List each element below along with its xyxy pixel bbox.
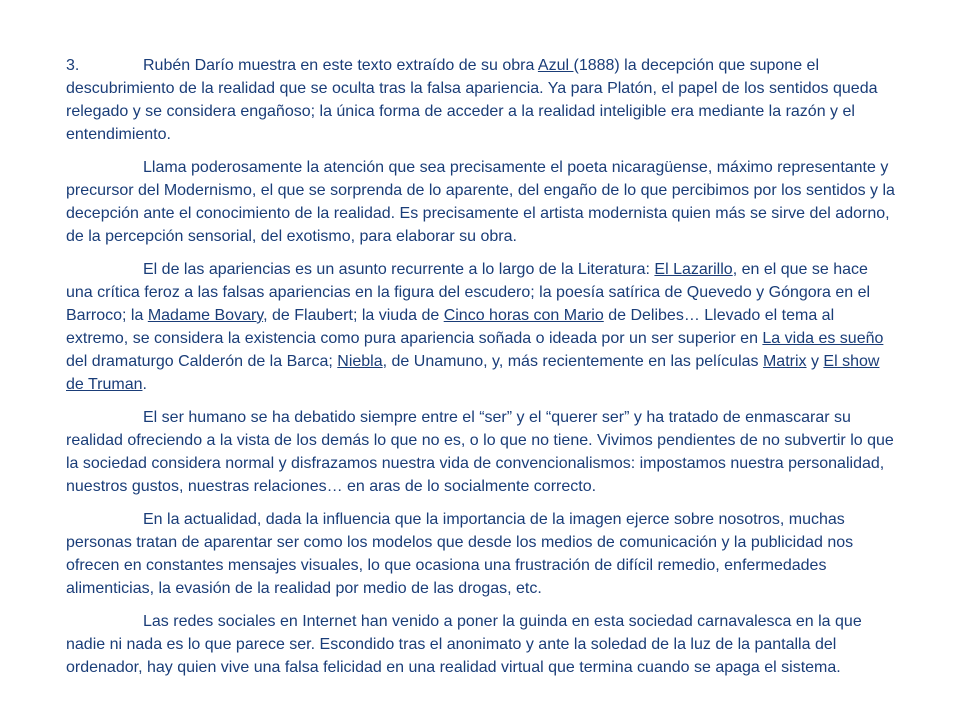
paragraph-6: Las redes sociales en Internet han venido a poner la guinda en esta sociedad carnavalesca en la que nadie ni nada es lo que parece ser. Escondido tras el anonimato y ante la soledad de la luz de la pantalla del ordenador, hay quien vive una falsa felicidad en una realidad virtual que termina cuando se apaga el sistema. (66, 613, 862, 676)
paragraph-1 (66, 54, 896, 146)
title-madame-bovary: Madame Bovary (147, 307, 264, 324)
paragraph-3 (66, 258, 896, 396)
document-body (66, 54, 896, 689)
title-la-vida-es-sueno: La vida es sueño (762, 330, 884, 347)
title-niebla: Niebla (337, 353, 383, 370)
text-span: (1888) la decepción que supone el descubrimiento de la realidad que se oculta tras la falsa apariencia. Ya para Platón, el papel de los sentidos queda relegado y se considera engañoso; la única forma de acceder a la realidad inteligible era mediante la razón y el entendimiento. (66, 57, 878, 143)
item-number: 3. (66, 57, 80, 74)
title-matrix: Matrix (762, 353, 807, 370)
text-span: , de Flaubert; la viuda de (263, 307, 444, 324)
text-span: y (806, 353, 824, 370)
title-cinco-horas-con-mario: Cinco horas con Mario (443, 307, 604, 324)
paragraph-4: El ser humano se ha debatido siempre entre el “ser” y el “querer ser” y ha tratado de enmascarar su realidad ofreciendo a la vista de los demás lo que no es, o lo que no tiene. Vivimos pendientes de no subvertir lo que la sociedad considera normal y disfrazamos nuestra vida de convencionalismos: impostamos nuestra personalidad, nuestros gustos, nuestras relaciones… en aras de lo socialmente correcto. (66, 409, 894, 495)
text-span: Rubén Darío muestra en este texto extraído de su obra (143, 57, 538, 74)
text-span: El de las apariencias es un asunto recurrente a lo largo de la Literatura: (143, 261, 655, 278)
title-el-lazarillo: El Lazarillo (654, 261, 733, 278)
paragraph-2: Llama poderosamente la atención que sea precisamente el poeta nicaragüense, máximo representante y precursor del Modernismo, el que se sorprenda de lo aparente, del engaño de lo que percibimos por los sentidos y la decepción ante el conocimiento de la realidad. Es precisamente el artista modernista quien más se sirve del adorno, de la percepción sensorial, del exotismo, para elaborar su obra. (66, 159, 895, 245)
title-el-show-de-truman: El show de Truman (66, 353, 880, 393)
text-span: . (142, 376, 147, 393)
title-azul: Azul (537, 57, 574, 74)
text-span: del dramaturgo Calderón de la Barca; (66, 353, 338, 370)
text-span: , de Unamuno, y, más recientemente en las películas (382, 353, 763, 370)
paragraph-5: En la actualidad, dada la influencia que la importancia de la imagen ejerce sobre nosotros, muchas personas tratan de aparentar ser como los modelos que desde los medios de comunicación y la publicidad nos ofrecen en constantes mensajes visuales, lo que ocasiona una frustración de difícil remedio, enfermedades alimenticias, la evasión de la realidad por medio de las drogas, etc. (66, 511, 854, 597)
text-span: de Delibes… Llevado el tema al extremo, se considera la existencia como pura apariencia soñada o ideada por un ser superior en (66, 307, 835, 347)
text-span: , en el que se hace una crítica feroz a las falsas apariencias en la figura del escudero; la poesía satírica de Quevedo y Góngora en el Barroco; la (66, 261, 871, 324)
